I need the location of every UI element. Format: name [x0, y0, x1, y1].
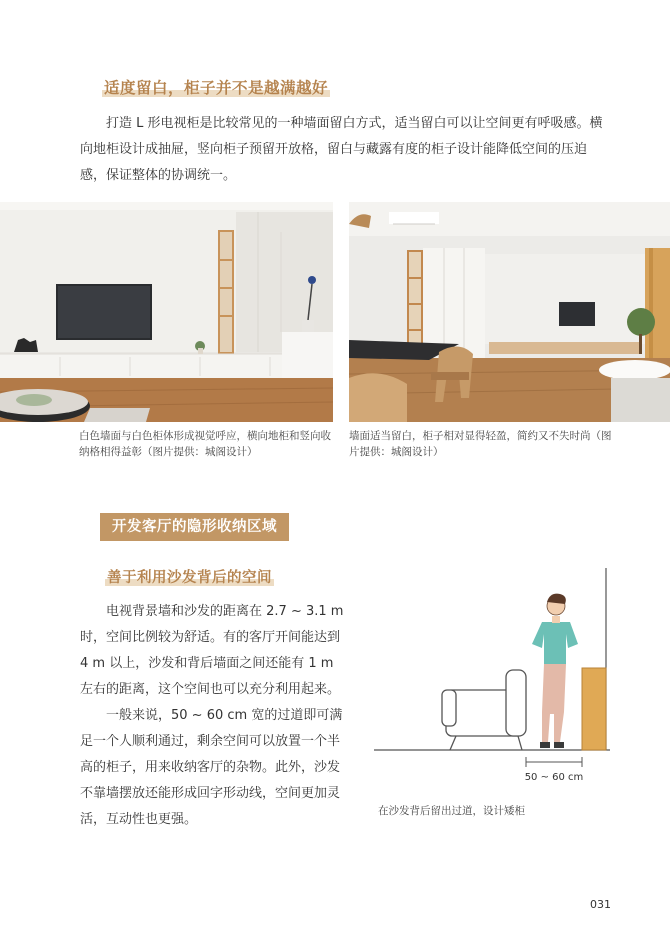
body-paragraph-2: [80, 703, 348, 833]
body-paragraph-2-text: 一般来说，50 ~ 60 cm 宽的过道即可满足一个人顺利通过，剩余空间可以放置一个半高的柜子，用来收纳客厅的杂物。此外，沙发不靠墙摆放还能形成回字形动线，空间更加灵活，互动性也更强。: [80, 708, 343, 827]
intro-paragraph: [80, 111, 610, 189]
illustration-caption: 在沙发背后留出过道，设计矮柜: [378, 805, 525, 817]
dimension-label: 50 ~ 60 cm: [524, 772, 584, 783]
page-number: 031: [590, 898, 611, 911]
body-paragraph-1: [80, 599, 348, 703]
intro-paragraph-text: 打造 L 形电视柜是比较常见的一种墙面留白方式，适当留白可以让空间更有呼吸感。横向地柜设计成抽屉，竖向柜子预留开放格，留白与藏露有度的柜子设计能降低空间的压迫感，保证整体的协调统一。: [80, 116, 603, 183]
subheading-text: 善于利用沙发背后的空间: [107, 570, 272, 586]
photo-caption-left: 白色墙面与白色柜体形成视觉呼应，横向地柜和竖向收纳格相得益彰（图片提供：城阁设计）: [79, 430, 331, 458]
sofa-aisle-illustration: [372, 564, 612, 786]
subheading: [107, 566, 272, 587]
living-room-photo-right: [349, 202, 670, 422]
section-banner: 开发客厅的隐形收纳区域: [100, 513, 289, 541]
body-paragraph-1-text: 电视背景墙和沙发的距离在 2.7 ~ 3.1 m 时，空间比例较为舒适。有的客厅开间能达到 4 m 以上，沙发和背后墙面之间还能有 1 m 左右的距离，这个空间也可以充分利用起来。: [80, 604, 344, 697]
section-heading: [104, 76, 328, 98]
living-room-photo-left: [0, 202, 333, 422]
photo-caption-right: 墙面适当留白，柜子相对显得轻盈，简约又不失时尚（图片提供：城阁设计）: [349, 430, 612, 458]
section-heading-text: 适度留白，柜子并不是越满越好: [104, 79, 329, 97]
